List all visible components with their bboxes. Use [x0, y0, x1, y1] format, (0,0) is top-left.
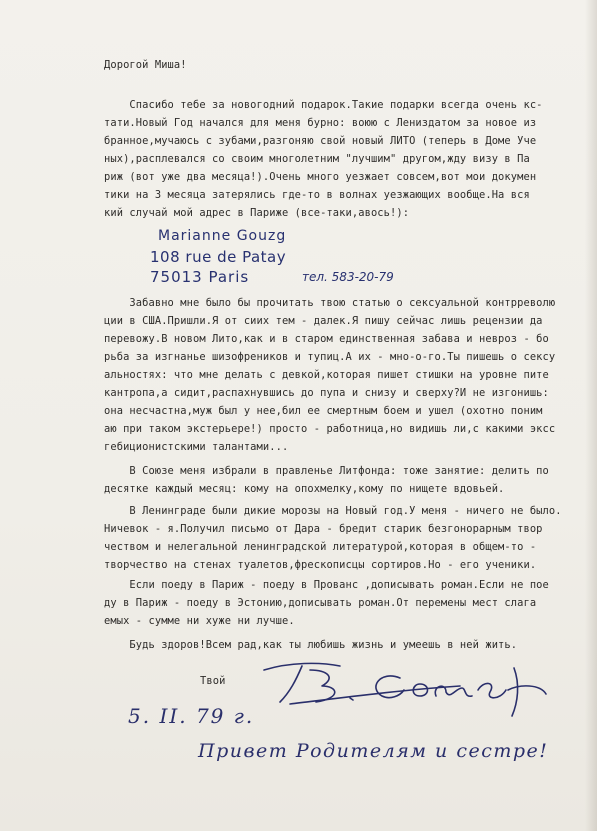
- text-line: Забавно мне было бы прочитать твою статью о сексуальной контрреволю: [104, 297, 556, 309]
- paper-edge-shadow: [585, 0, 597, 831]
- text-line: чеством и нелегальной ленинградской литературой,которая в общем-то -: [104, 541, 537, 553]
- text-line: гебиционистскими талантами...: [104, 441, 289, 453]
- text-line: бранное,мучаюсь с зубами,разгоняю свой новый ЛИТО (теперь в Доме Уче: [104, 135, 537, 147]
- text-line: Ничевок - я.Получил письмо от Дара - бредит старик безгонорарным твор: [104, 523, 543, 535]
- text-line: Если поеду в Париж - поеду в Прованс ,дописывать роман.Если не пое: [104, 579, 549, 591]
- text-line: тики на 3 месяца затерялись где-то в волнах уезжающих вообще.На вся: [104, 189, 530, 201]
- address-city: 75013 Paris: [150, 268, 250, 286]
- text-line: емых - сумме ни хуже ни лучше.: [104, 615, 295, 627]
- text-line: аю при таком экстерьере!) просто - работница,но видишь ли,с какими эксс: [104, 423, 556, 435]
- address-phone: тел. 583-20-79: [302, 270, 394, 284]
- sign-off: Твой: [200, 675, 226, 687]
- text-line: десятке каждый месяц: кому на опохмелку,кому по нищете вдовьей.: [104, 483, 505, 495]
- handwritten-signature: [250, 640, 570, 730]
- text-line: ных),расплевался со своим многолетним "лучшим" другом,жду визу в Па: [104, 153, 530, 165]
- text-line: кий случай мой адрес в Париже (все-таки,авось!):: [104, 207, 410, 219]
- text-line: она несчастна,муж был у нее,бил ее смертным боем и ушел (охотно поним: [104, 405, 543, 417]
- text-line: В Ленинграде были дикие морозы на Новый год.У меня - ничего не было.: [104, 505, 562, 517]
- text-line: творчество на стенах туалетов,фрескописцы сортиров.Но - его ученики.: [104, 559, 537, 571]
- text-line: рьба за изгнанье шизофреников и тупиц.А их - мно-о-го.Ты пишешь о сексу: [104, 351, 556, 363]
- greeting: Дорогой Миша!: [104, 59, 187, 71]
- text-line: ду в Париж - поеду в Эстонию,дописывать роман.От перемены мест слага: [104, 597, 537, 609]
- text-line: кантропа,а сидит,распахнувшись до пупа и снизу и сверху?И не изгонишь:: [104, 387, 549, 399]
- text-line: Спасибо тебе за новогодний подарок.Такие подарки всегда очень кс-: [104, 99, 543, 111]
- address-street: 108 rue de Patay: [150, 248, 287, 266]
- text-line: В Союзе меня избрали в правленье Литфонда: тоже занятие: делить по: [104, 465, 549, 477]
- text-line: альностях: что мне делать с девкой,которая пишет стишки на уровне пите: [104, 369, 549, 381]
- text-line: перевожу.В новом Лито,как и в старом единственная забава и невроз - бо: [104, 333, 549, 345]
- handwritten-date: 5. II. 79 г.: [128, 704, 255, 728]
- closing-line: Будь здоров!Всем рад,как ты любишь жизнь и умеешь в ней жить.: [104, 639, 518, 651]
- handwritten-postscript: Привет Родителям и сестре!: [198, 740, 549, 762]
- address-name: Marianne Gouzg: [158, 228, 287, 244]
- text-line: риж (вот уже два месяца!).Очень много уезжает совсем,вот мои докумен: [104, 171, 537, 183]
- text-line: тати.Новый Год начался для меня бурно: воюю с Лениздатом за новое из: [104, 117, 537, 129]
- text-line: ции в США.Пришли.Я от сиих тем - далек.Я пишу сейчас лишь рецензии да: [104, 315, 543, 327]
